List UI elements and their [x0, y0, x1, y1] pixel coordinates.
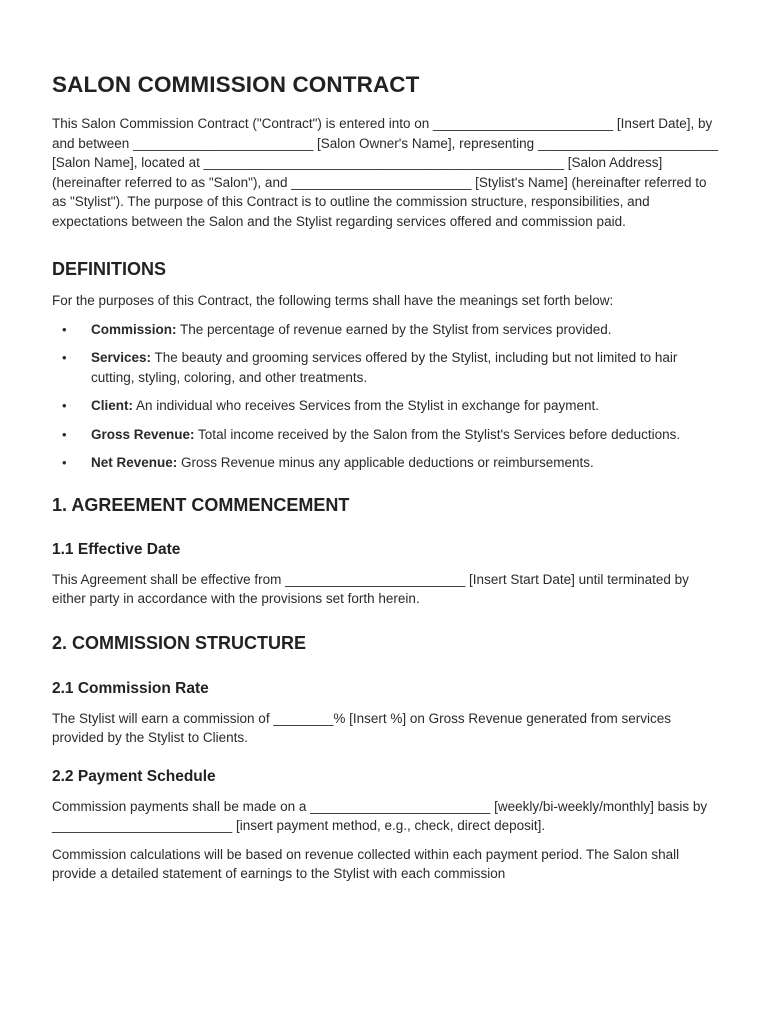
section-2-2-text-1: Commission payments shall be made on a ________________________ [weekly/bi-weekly/monthly] basis by ________________________ [insert payment method, e.g., check, direct deposit]. — [52, 798, 708, 833]
bullet-icon: • — [62, 455, 67, 470]
definition-term: Client: — [91, 398, 133, 413]
definition-text: An individual who receives Services from the Stylist in exchange for payment. — [133, 398, 599, 413]
section-2-1-heading: 2.1 Commission Rate — [52, 679, 209, 697]
definition-term: Commission: — [91, 321, 177, 337]
definition-text: Gross Revenue minus any applicable deductions or reimbursements. — [177, 455, 594, 470]
section-2-1-text: The Stylist will earn a commission of ________% [Insert %] on Gross Revenue generated from services provided by the Stylist to Clients. — [52, 710, 672, 745]
definition-item — [52, 425, 724, 445]
definition-item — [52, 453, 724, 473]
definition-item — [52, 396, 724, 416]
definition-term: Net Revenue: — [91, 455, 178, 470]
section-1-1-text: This Agreement shall be effective from ________________________ [Insert Start Date] until terminated by either party in accordance with the provisions set forth herein. — [52, 571, 689, 606]
intro-paragraph: This Salon Commission Contract ("Contract") is entered into on ________________________ [Insert Date], by and between ________________________ [Salon Owner's Name], representing ________________________ [Salon Name], located at ________________________________________________ [Salon Address] (hereinafter referred to as "Salon"), and ________________________ [Stylist's Name] (hereinafter referred to as "Stylist"). The purpose of this Contract is to outline the commission structure, responsibilities, and expectations between the Salon and the Stylist regarding services offered and commission paid. — [52, 116, 719, 229]
bullet-icon: • — [62, 398, 67, 413]
definition-item — [52, 348, 724, 387]
definitions-list — [52, 320, 724, 473]
section-2-heading: 2. COMMISSION STRUCTURE — [52, 632, 307, 653]
bullet-icon: • — [62, 321, 67, 337]
bullet-icon: • — [62, 426, 67, 442]
definitions-intro: For the purposes of this Contract, the following terms shall have the meanings set forth below: — [52, 293, 614, 308]
definition-text: Total income received by the Salon from the Stylist's Services before deductions. — [194, 426, 681, 442]
contract-page — [52, 70, 724, 884]
section-1-1-heading: 1.1 Effective Date — [52, 540, 181, 558]
document-title: SALON COMMISSION CONTRACT — [52, 72, 420, 97]
definition-term: Services: — [91, 350, 152, 365]
definition-text: The percentage of revenue earned by the Stylist from services provided. — [176, 321, 612, 337]
definition-item — [52, 320, 724, 340]
definitions-heading: DEFINITIONS — [52, 259, 167, 279]
bullet-icon: • — [62, 350, 67, 365]
section-2-2-text-2: Commission calculations will be based on revenue collected within each payment period. The Salon shall provide a detailed statement of earnings to the Stylist with each commission — [52, 846, 680, 881]
section-2-2-heading: 2.2 Payment Schedule — [52, 767, 216, 785]
section-1-heading: 1. AGREEMENT COMMENCEMENT — [52, 494, 350, 515]
definition-term: Gross Revenue: — [91, 426, 195, 442]
definition-text: The beauty and grooming services offered by the Stylist, including but not limited to hair cutting, styling, coloring, and other treatments. — [91, 350, 678, 385]
